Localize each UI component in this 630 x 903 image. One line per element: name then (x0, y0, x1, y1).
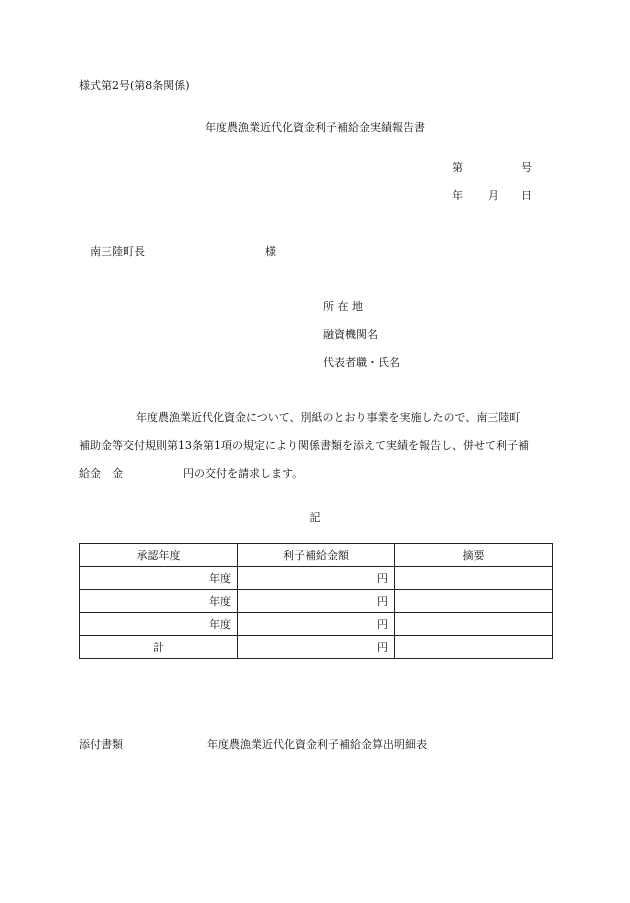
total-note (395, 636, 553, 659)
document-title: 年度農漁業近代化資金利子補給金実績報告書 (205, 121, 425, 134)
subsidy-table (79, 543, 553, 659)
row-amount: 円 (238, 613, 395, 636)
table-header-row (80, 544, 553, 567)
header-subsidy-amount: 利子補給金額 (238, 544, 395, 567)
institution-label: 融資機関名 (323, 328, 378, 341)
row-year: 年度 (80, 613, 238, 636)
body-line-3-start: 給金 金 (79, 467, 123, 480)
doc-number-suffix: 号 (521, 161, 532, 174)
table-row (80, 567, 553, 590)
header-remarks: 摘要 (395, 544, 553, 567)
date-year: 年 (452, 189, 463, 202)
address-label: 所 在 地 (323, 300, 363, 313)
body-line-1: 年度農漁業近代化資金について、別紙のとおり事業を実施したので、南三陸町 (136, 411, 521, 424)
date-day: 日 (521, 189, 532, 202)
header-approval-year: 承認年度 (80, 544, 238, 567)
addressee-name: 南三陸町長 (90, 245, 145, 258)
form-id: 様式第2号(第8条関係) (79, 79, 190, 92)
table-total-row (80, 636, 553, 659)
row-amount: 円 (238, 567, 395, 590)
total-amount: 円 (238, 636, 395, 659)
row-note (395, 613, 553, 636)
date-month: 月 (488, 189, 499, 202)
table-row (80, 613, 553, 636)
row-year: 年度 (80, 567, 238, 590)
row-note (395, 567, 553, 590)
attachment-value: 年度農漁業近代化資金利子補給金算出明細表 (207, 738, 427, 751)
row-note (395, 590, 553, 613)
body-line-2: 補助金等交付規則第13条第1項の規定により関係書類を添えて実績を報告し、併せて利子補 (79, 439, 529, 452)
body-line-3-end: 円の交付を請求します。 (183, 467, 304, 480)
table-row (80, 590, 553, 613)
row-year: 年度 (80, 590, 238, 613)
doc-number-prefix: 第 (452, 161, 463, 174)
total-label: 計 (80, 636, 238, 659)
addressee-honorific: 様 (265, 245, 276, 258)
attachment-label: 添付書類 (79, 738, 123, 751)
row-amount: 円 (238, 590, 395, 613)
representative-label: 代表者職・氏名 (323, 356, 400, 369)
ki-heading: 記 (309, 511, 321, 524)
